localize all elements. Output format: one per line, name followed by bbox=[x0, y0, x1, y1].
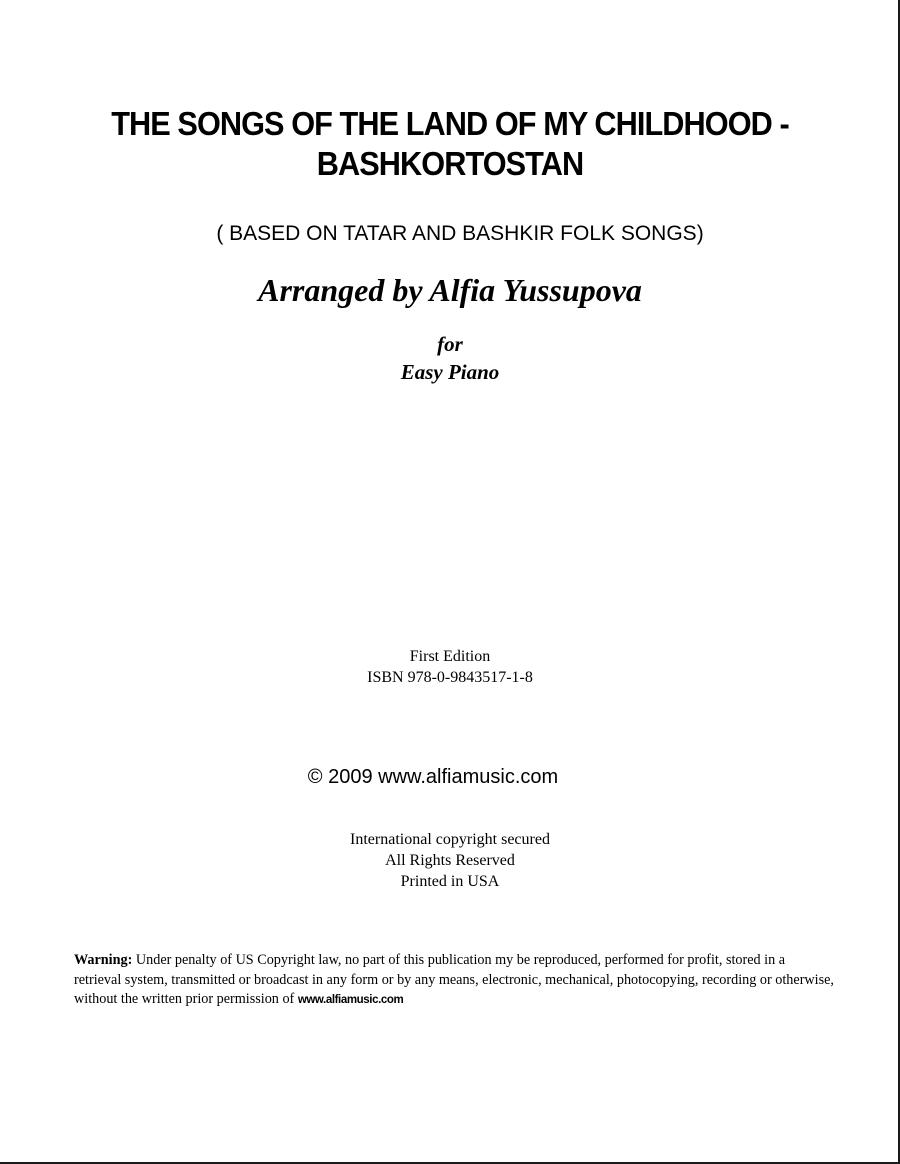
edition-label: First Edition bbox=[409, 648, 491, 665]
for-label: for bbox=[437, 332, 463, 356]
rights-line-2: All Rights Reserved bbox=[385, 852, 515, 869]
isbn-label: ISBN 978-0-9843517-1-8 bbox=[367, 669, 533, 686]
warning-notice bbox=[74, 951, 834, 1011]
rights-line-1: International copyright secured bbox=[350, 831, 550, 848]
subtitle: ( BASED ON TATAR AND BASHKIR FOLK SONGS) bbox=[216, 222, 704, 245]
rights-notice bbox=[0, 829, 900, 892]
title-line-2: BASHKORTOSTAN bbox=[316, 145, 584, 182]
copyright-notice: © 2009 www.alfiamusic.com bbox=[307, 766, 559, 788]
instrument-label: Easy Piano bbox=[400, 360, 500, 384]
title-line-1: THE SONGS OF THE LAND OF MY CHILDHOOD - bbox=[111, 105, 789, 142]
edition-info bbox=[0, 646, 900, 688]
rights-line-3: Printed in USA bbox=[400, 873, 500, 890]
warning-website: www.alfiamusic.com bbox=[297, 994, 404, 1006]
warning-label: Warning: bbox=[74, 952, 133, 968]
warning-text: Under penalty of US Copyright law, no part of this publication my be reproduced, performed for profit, stored in a retrieval system, transmitted or broadcast in any form or by any means, electronic, mechanical, photocopying, recording or otherwise, without the written prior permission of bbox=[74, 952, 834, 1007]
arranger-credit: Arranged by Alfia Yussupova bbox=[258, 272, 642, 308]
page-title bbox=[87, 104, 812, 184]
instrumentation bbox=[0, 330, 900, 386]
